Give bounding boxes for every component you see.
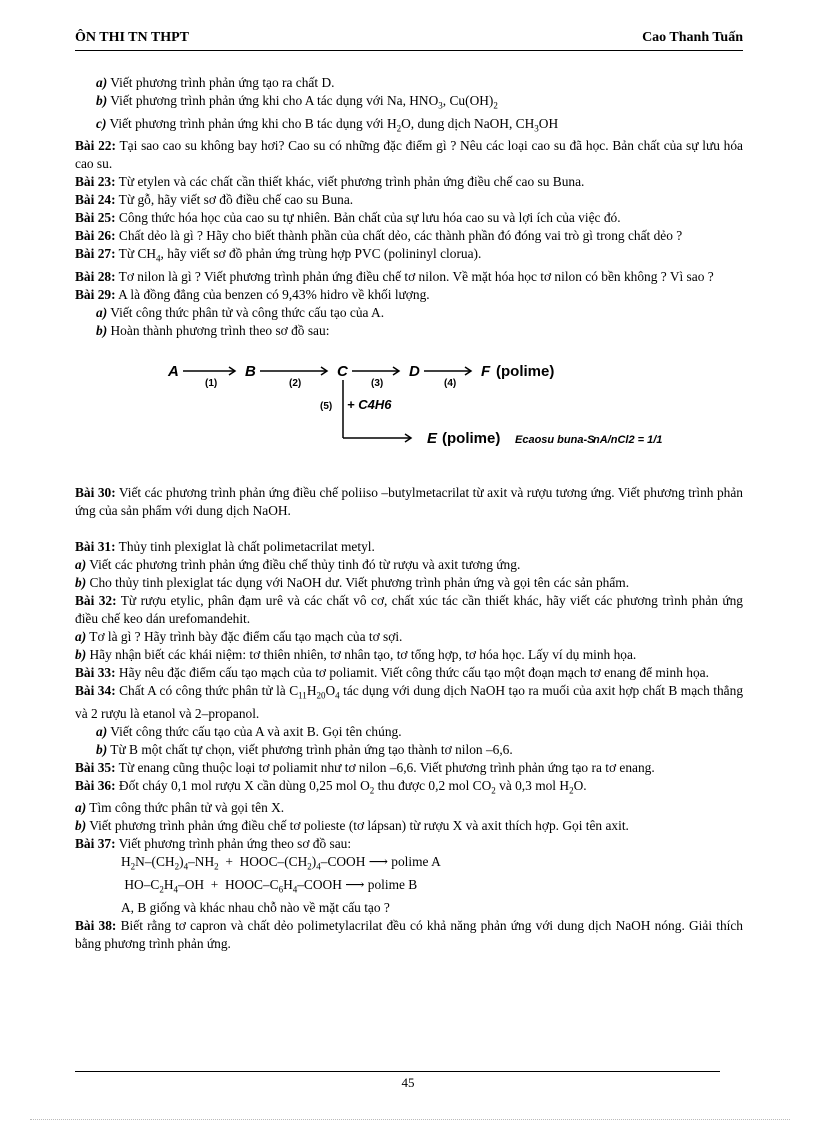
exercise-36: Bài 36: Đốt cháy 0,1 mol rượu X cần dùng 0,25 mol $O_2$ thu được 0,2 mol $CO_2$ và 0,3 mol $H_2O$. <box>75 777 587 796</box>
page-header <box>75 28 743 51</box>
exercise-38: Bài 38: Biết rằng tơ capron và chất dẻo polimetylacrilat đều có khả năng phản ứng với dung dịch NaOH nóng. Giải thích bằng phương trình phản ứng. <box>75 917 744 951</box>
exercise-35: Bài 35: Từ enang cũng thuộc loại tơ poliamit như tơ nilon –6,6. Viết phương trình phản ứng tạo ra tơ enang. <box>75 759 655 775</box>
header-author: Cao Thanh Tuấn <box>642 30 743 45</box>
exercise-23: Bài 23: Từ etylen và các chất cần thiết khác, viết phương trình phản ứng điều chế cao su Buna. <box>75 174 585 190</box>
scheme-B: B <box>245 363 256 381</box>
exercise-31-b: b) Cho thủy tinh plexiglat tác dụng với NaOH dư. Viết phương trình phản ứng và gọi tên các sản phẩm. <box>75 575 630 591</box>
line-c: c) Viết phương trình phản ứng khi cho B tác dụng với $H_2O$, dung dịch NaOH, $CH_3OH$ <box>96 115 559 134</box>
reaction-scheme-diagram <box>75 346 743 480</box>
exercise-28: Bài 28: Tơ nilon là gì ? Viết phương trình phản ứng điều chế tơ nilon. Về mặt hóa học tơ nilon có bền không ? Vì sao ? <box>75 269 714 285</box>
exercise-29-a: a) Viết công thức phân tử và công thức cấu tạo của A. <box>96 305 385 321</box>
page-number: 45 <box>401 1075 415 1090</box>
scheme-C: C <box>337 363 348 381</box>
scheme-F: F <box>481 363 491 381</box>
reaction-polime-b: $HO-C_2H_4-OH$ + HOOC–$C_6H_4$–COOH ⟶ polime B <box>121 877 418 895</box>
exercise-34: Bài 34: Chất A có công thức phân tử là $C_{11}H_{20}O_4$ tác dụng với dung dịch NaOH tạo ra muối của axit hợp chất B mạch thẳng và 2 rượu là etanol và 2–propanol. <box>75 683 744 721</box>
exercise-32-a: a) Tơ là gì ? Hãy trình bày đặc điểm cấu tạo mạch của tơ sợi. <box>75 629 403 645</box>
exercise-32-b: b) Hãy nhận biết các khái niệm: tơ thiên nhiên, tơ nhân tạo, tơ tổng hợp, tơ hóa học. Lấy ví dụ minh họa. <box>75 647 637 663</box>
exercise-32: Bài 32: Từ rượu etylic, phân đạm urê và các chất vô cơ, chất xúc tác cần thiết khác, hãy viết các phương trình phản ứng điều chế keo dán urefomandehit. <box>75 593 743 627</box>
scheme-E-polime: (polime) <box>442 430 501 448</box>
scheme-caosu: Ecaosu buna-S <box>515 434 595 447</box>
exercise-26: Bài 26: Chất dẻo là gì ? Hãy cho biết thành phần của chất dẻo, các thành phần đó đóng vai trò gì trong chất dẻo ? <box>75 228 683 244</box>
step-5: (5) <box>320 401 333 413</box>
scheme-F-polime: (polime) <box>496 363 555 381</box>
exercise-34-a: a) Viết công thức cấu tạo của A và axit B. Gọi tên chúng. <box>96 723 402 739</box>
exercise-27: Bài 27: Từ $CH_4$, hãy viết sơ đồ phản ứng trùng hợp PVC (polininyl clorua). <box>75 246 482 265</box>
exercise-37-question: A, B giống và khác nhau chỗ nào về mặt cấu tạo ? <box>121 899 390 915</box>
page-bottom-border <box>30 1119 790 1120</box>
exercise-34-b: b) Từ B một chất tự chọn, viết phương trình phản ứng tạo thành tơ nilon –6,6. <box>96 741 513 757</box>
scheme-ratio: nA/nCl2 = 1/1 <box>593 434 663 447</box>
exercise-25: Bài 25: Công thức hóa học của cao su tự nhiên. Bản chất của sự lưu hóa cao su và lợi ích của việc đó. <box>75 210 621 226</box>
exercise-37: Bài 37: Viết phương trình phản ứng theo sơ đồ sau: <box>75 836 352 852</box>
exercise-31-a: a) Viết các phương trình phản ứng điều chế thủy tinh đó từ rượu và axit tương ứng. <box>75 557 521 573</box>
footer-rule <box>75 1071 720 1072</box>
reaction-polime-a: $H_2N-(CH_2)_4-NH_2$ + HOOC–$(CH_2)_4$–COOH ⟶ polime A <box>121 854 441 873</box>
step-2: (2) <box>289 378 302 390</box>
line-b: b) Viết phương trình phản ứng khi cho A tác dụng với Na, $HNO_3$, $Cu(OH)_2$ <box>96 93 498 111</box>
exercise-31: Bài 31: Thủy tinh plexiglat là chất polimetacrilat metyl. <box>75 539 375 555</box>
exercise-36-a: a) Tìm công thức phân tử và gọi tên X. <box>75 800 285 816</box>
scheme-E: E <box>427 430 438 448</box>
document-body <box>75 74 743 953</box>
step-1: (1) <box>205 378 218 390</box>
reagent-c4h6: + C4H6 <box>347 397 392 413</box>
exercise-24: Bài 24: Từ gỗ, hãy viết sơ đồ điều chế cao su Buna. <box>75 192 354 208</box>
scheme-D: D <box>409 363 420 381</box>
line-a: a) Viết phương trình phản ứng tạo ra chất D. <box>96 75 335 90</box>
reaction-scheme <box>75 346 743 480</box>
exercise-33: Bài 33: Hãy nêu đặc điểm cấu tạo mạch của tơ poliamit. Viết công thức cấu tạo một đoạn mạch tơ enang để minh họa. <box>75 665 709 681</box>
header-title: ÔN THI TN THPT <box>75 30 189 45</box>
step-3: (3) <box>371 378 384 390</box>
exercise-36-b: b) Viết phương trình phản ứng điều chế tơ polieste (tơ lápsan) từ rượu X và axit thích hợp. Gọi tên axit. <box>75 818 629 834</box>
exercise-30: Bài 30: Viết các phương trình phản ứng điều chế poliiso –butylmetacrilat từ axit và rượu tương ứng. Viết phương trình phản ứng của sản phẩm với dung dịch NaOH. <box>75 485 743 519</box>
exercise-29: Bài 29: A là đồng đẳng của benzen có 9,43% hidro về khối lượng. <box>75 287 430 303</box>
exercise-22: Bài 22: Tại sao cao su không bay hơi? Cao su có những đặc điểm gì ? Nêu các loại cao su đã học. Bản chất của sự lưu hóa cao su. <box>75 138 743 172</box>
exercise-29-b: b) Hoàn thành phương trình theo sơ đồ sau: <box>96 323 330 339</box>
step-4: (4) <box>444 378 457 390</box>
scheme-A: A <box>168 363 179 381</box>
